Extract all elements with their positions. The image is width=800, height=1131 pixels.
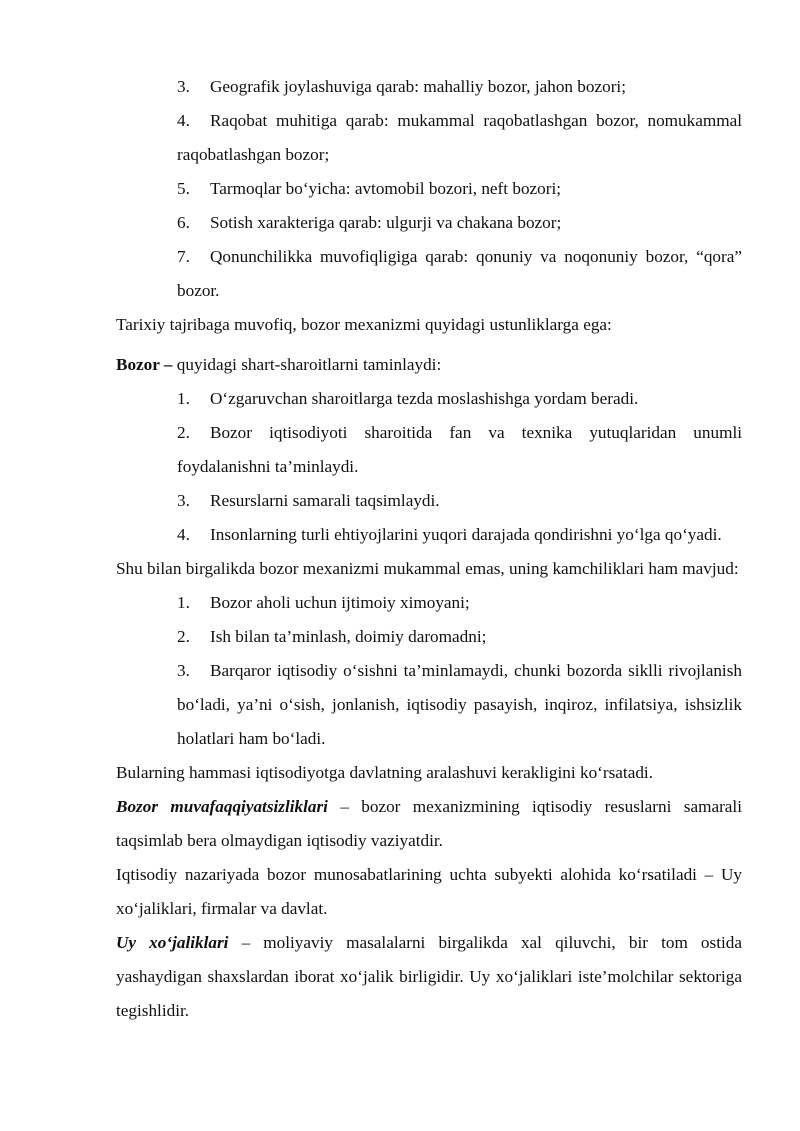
- list-shortcomings: [116, 586, 742, 756]
- list-item-number: 5.: [177, 179, 190, 198]
- list-item: [177, 240, 742, 308]
- list-item: [177, 382, 742, 416]
- list-item: [177, 416, 742, 484]
- list-item: [177, 206, 742, 240]
- paragraph-iqtisodiy-nazariya: Iqtisodiy nazariyada bozor munosabatlarining uchta subyekti alohida ko‘rsatiladi – Uy xo‘jaliklari, firmalar va davlat.: [116, 865, 742, 918]
- list-item-number: 2.: [177, 423, 190, 442]
- paragraph-bularning: Bularning hammasi iqtisodiyotga davlatning aralashuvi kerakligini ko‘rsatadi.: [116, 763, 653, 782]
- list-item-text: Tarmoqlar bo‘yicha: avtomobil bozori, neft bozori;: [210, 179, 562, 198]
- term-uy-xojaliklari: Uy xo‘jaliklari: [116, 933, 229, 952]
- list-classification: [116, 70, 742, 308]
- list-item-text: Bozor aholi uchun ijtimoiy ximoyani;: [210, 593, 470, 612]
- term-bozor: Bozor –: [116, 355, 173, 374]
- list-item-text: Qonunchilikka muvofiqligiga qarab: qonuniy va noqonuniy bozor, “qora” bozor.: [177, 247, 742, 300]
- list-item: [177, 172, 742, 206]
- list-item-text: O‘zgaruvchan sharoitlarga tezda moslashishga yordam beradi.: [210, 389, 639, 408]
- list-item-number: 2.: [177, 627, 190, 646]
- paragraph-uy-xojaliklari: [116, 926, 742, 1028]
- list-item: [177, 654, 742, 756]
- paragraph-uy-text: – moliyaviy masalalarni birgalikda xal qiluvchi, bir tom ostida yashaydigan shaxslardan iborat xo‘jalik birligidir. Uy xo‘jaliklari iste’molchilar sektoriga tegishlidir.: [116, 933, 742, 1020]
- list-item: [177, 104, 742, 172]
- list-item-text: Insonlarning turli ehtiyojlarini yuqori darajada qondirishni yo‘lga qo‘yadi.: [210, 525, 722, 544]
- list-item-text: Resurslarni samarali taqsimlaydi.: [210, 491, 440, 510]
- list-advantages: [116, 382, 742, 552]
- list-item-number: 1.: [177, 593, 190, 612]
- list-item-text: Barqaror iqtisodiy o‘sishni ta’minlamaydi, chunki bozorda siklli rivojlanish bo‘ladi, ya’ni o‘sish, jonlanish, iqtisodiy pasayish, inqiroz, infilatsiya, ishsizlik holatlari ham bo‘ladi.: [177, 661, 742, 748]
- list-item: [177, 70, 742, 104]
- list-item-number: 4.: [177, 111, 190, 130]
- list-item-text: Sotish xarakteriga qarab: ulgurji va chakana bozor;: [210, 213, 562, 232]
- paragraph-muvaf-text: – bozor mexanizmining iqtisodiy resuslarni samarali taqsimlab bera olmaydigan iqtisodiy vaziyatdir.: [116, 797, 742, 850]
- list-item: [177, 484, 742, 518]
- list-item-number: 4.: [177, 525, 190, 544]
- list-item-text: Ish bilan ta’minlash, doimiy daromadni;: [210, 627, 487, 646]
- list-item-number: 3.: [177, 77, 190, 96]
- list-item-text: Bozor iqtisodiyoti sharoitida fan va texnika yutuqlaridan unumli foydalanishni ta’minlaydi.: [177, 423, 742, 476]
- list-item-number: 7.: [177, 247, 190, 266]
- list-item-number: 3.: [177, 491, 190, 510]
- paragraph-bozor-text: quyidagi shart-sharoitlarni taminlaydi:: [172, 355, 442, 374]
- paragraph-muvafaqqiyatsizliklar: [116, 790, 742, 858]
- list-item: [177, 518, 742, 552]
- list-item-text: Geografik joylashuviga qarab: mahalliy bozor, jahon bozori;: [210, 77, 626, 96]
- paragraph-bozor-definition: [116, 348, 742, 382]
- paragraph-tarixiy: Tarixiy tajribaga muvofiq, bozor mexanizmi quyidagi ustunliklarga ega:: [116, 315, 612, 334]
- list-item-number: 1.: [177, 389, 190, 408]
- list-item: [177, 586, 742, 620]
- list-item-number: 3.: [177, 661, 190, 680]
- list-item-text: Raqobat muhitiga qarab: mukammal raqobatlashgan bozor, nomukammal raqobatlashgan bozor;: [177, 111, 742, 164]
- list-item-number: 6.: [177, 213, 190, 232]
- document-page: [116, 70, 742, 1028]
- paragraph-shu-bilan: Shu bilan birgalikda bozor mexanizmi mukammal emas, uning kamchiliklari ham mavjud:: [116, 559, 739, 578]
- list-item: [177, 620, 742, 654]
- term-bozor-muvafaqqiyatsizliklari: Bozor muvafaqqiyatsizliklari: [116, 797, 328, 816]
